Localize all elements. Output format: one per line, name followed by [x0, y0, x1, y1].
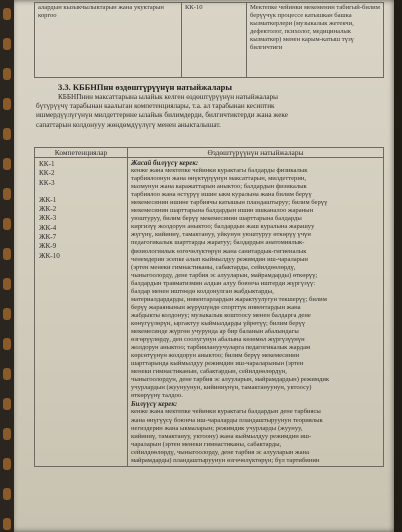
- binding-ring: [3, 188, 11, 200]
- text-line: педагогикалык шарттарды жаратуу; балдардын анатомиялык-: [131, 239, 305, 247]
- text-line: физиологиялык өзгөчөлүктөрүн жана санитардык-гигиеналык: [131, 247, 307, 255]
- competency-code: ЖК-2: [39, 205, 57, 214]
- text-line: кенже жана мектепке чейинки курактагы балдарды физикалык: [131, 167, 308, 175]
- binding-ring: [3, 218, 11, 230]
- text-line: мекемесинде жүргөн учурунда ар бир баланын абалындагы: [131, 327, 299, 335]
- skills-text: [131, 408, 380, 464]
- binding-ring: [3, 248, 11, 260]
- binding-ring: [3, 158, 11, 170]
- text-line: жабдыкты колдонуу; музыкалык коштоосу менен балдарга дене: [131, 311, 311, 319]
- competency-table-continued: [34, 2, 384, 78]
- text-line: шарттарында кыймылдуу режимдин иш-чараларынын (эртен: [131, 360, 304, 368]
- text-line: мазмунун жана каражаттарын аныктоо; балдардын физикалык: [131, 183, 307, 191]
- binding-ring: [3, 488, 11, 500]
- text-line: учурлардын (жуунуунун, кийиниүнүн, тамактануунун, уктоосу): [131, 384, 312, 392]
- text-line: өзгөрүүлөрдү, ден соолугунун абалына көзөмөл жүргүзүүнүн: [131, 336, 305, 344]
- binding-ring: [3, 398, 11, 410]
- text-line: жүгүнү, кийиниү, тамактануу, уйкунун уюштуруу өткөрүү үчүн: [131, 231, 311, 239]
- learning-outcomes-table: [34, 147, 384, 467]
- binding-ring: [3, 368, 11, 380]
- binding-ring: [3, 308, 11, 320]
- know-title: Жасай билүүсү керек:: [131, 159, 199, 167]
- text-line: (эртен менеки гимнастиканы, сабактарды, сейилдөөлөрдү,: [131, 263, 296, 271]
- table-cell-code: КК-10: [182, 3, 247, 78]
- binding-ring: [3, 338, 11, 350]
- table-header-row: [35, 148, 384, 158]
- binding-ring: [3, 98, 11, 110]
- competency-code: КК-2: [39, 169, 55, 178]
- text-line: сапаттарын колдонууу жөндөмдүүлүгү менен аныкталышат.: [36, 120, 221, 129]
- text-line: киргизүү жолдорун аныктоо; балдардын жаш куралына жарашуу: [131, 223, 315, 231]
- competency-code: ЖК-4: [39, 223, 57, 232]
- binding-ring: [3, 128, 11, 140]
- text-line: мекемесинин ишине тарбиячы катышын пландаштыруу; билим берүү: [131, 199, 328, 207]
- binding-ring: [3, 278, 11, 290]
- text-line: чыныгоолорду, дене тарбия эс алууларын, майрамдарды) өткөрүү;: [131, 271, 318, 279]
- text-line: бүтүрүүчү тарабынан каалыган компетенциялары, т.а. ал тарабынан кесиптик: [36, 102, 275, 111]
- binding-ring: [3, 68, 11, 80]
- text-line: чыныгоолордун, дене тарбия эс алууларын, майрамдардын) режимдик: [131, 376, 330, 384]
- competency-code: ЖК-1: [39, 195, 57, 204]
- table-cell: алардын кызыкчылыктарын жана укуктарын коргоо: [35, 3, 182, 78]
- text-line: көнүгүүлөрүн, ыргактуу кыймылдарды үйрөтүү; билим берүү: [131, 319, 306, 327]
- binding-ring: [3, 8, 11, 20]
- intro-paragraph: [36, 93, 384, 130]
- text-line: ченемдерин эсепке алып кыймылдуу режимдин иш-чараларын: [131, 255, 308, 263]
- text-line: уюштуруу, билим берүү мекемесинин шарттарына балдарды: [131, 215, 302, 223]
- competency-code: КК-1: [39, 160, 55, 168]
- text-line: тарбиялоонун жана өнүктүрүүнүн максаттарын, милдеттерин,: [131, 175, 307, 183]
- text-line: жолдорун аныктоо; тарбиялануучуларга педагогикалык жардам: [131, 344, 311, 352]
- competency-code: ЖК-9: [39, 242, 57, 251]
- text-line: кенже жана мектепке чейинки курактагы балдардын дене тарбиясы: [131, 408, 321, 416]
- binding-ring: [3, 518, 11, 530]
- competency-code: ЖК-3: [39, 214, 57, 223]
- document-page: [12, 0, 394, 532]
- outcomes-cell: [128, 158, 384, 467]
- competency-codes-cell: [35, 158, 128, 467]
- know-text: [131, 167, 380, 400]
- text-line: негиздерин жана ыкмаларын; режимдик учурларды (жуунуу,: [131, 424, 303, 432]
- text-line: ишмердүүлүгүнүн милдеттерине ылайык билимдерди, билгичтиктерди жана жеке: [36, 111, 288, 120]
- text-line: майрамдарды) пландаштыруунун өзгөчөлүктөрүн; бүл тартибинин: [131, 456, 320, 464]
- text-line: кийиниү, тамактануу, уктоону) жана кыймылдуу режимдин иш-: [131, 432, 312, 440]
- spiral-binding: [0, 0, 14, 532]
- text-line: балдар менен иштөөдө колдонулган жабдыктарды,: [131, 287, 274, 295]
- text-line: тарбиялоо жана өстүрүү ишин ыкм куралына жана билим берүү: [131, 191, 312, 199]
- text-line: КББНПнин максаттарына ылайык келген өздөштүрүүнүн натыйжалары: [58, 93, 278, 101]
- binding-ring: [3, 458, 11, 470]
- table-cell: Мектепке чейинки мекеменин табигый-билим берүүчүк процессе катышкан башка кызматкерлери (музыкалык жетекчи, дефектолог, психолог, медициналык кызматкер) менен карым-катыш түзү билгичтиги: [247, 3, 384, 78]
- competency-code: ЖК-7: [39, 233, 57, 242]
- section-heading: 3.3. КББНПнн өздөштүрүүнүн натыйжалары: [58, 82, 232, 92]
- header-competencies: Компетенциялар: [35, 148, 128, 158]
- text-line: материалдардарды, инвентарлардын жарактуулугун текшерүү; билим: [131, 295, 327, 303]
- text-line: чараларын (эртен менеки гимнастиканы, сабактарды,: [131, 440, 282, 448]
- text-line: балдардын травматизмин алдын алуу боюнча иштерди жүргүзүү:: [131, 279, 316, 287]
- competency-code: КК-3: [39, 178, 55, 187]
- table-row: [35, 158, 384, 467]
- skills-title: Билүүсү керек:: [131, 400, 178, 409]
- text-line: менеки гимнастиканын, сабактардын, сейилдөөлөрдүн,: [131, 368, 287, 376]
- text-line: көрсөтүүнүн жолдорун аныктоо; билим берүү мекемесинин: [131, 352, 300, 360]
- binding-ring: [3, 428, 11, 440]
- text-line: берүү жараянынын жүрүшүндө спорттук инвентардын жана: [131, 303, 301, 311]
- table-row: [35, 3, 384, 78]
- text-line: жана өнүгүүсү боюнча иш-чараларды пландаштыруунун теориялык: [131, 416, 323, 424]
- text-line: сейилдөөлөрдү, чыныгоолорду, дене тарбия эс алууларын жана: [131, 448, 309, 456]
- header-outcomes: Өздөштүрүүнүн натыйжалары: [128, 148, 384, 158]
- text-line: өткөрүүнү талдоо.: [131, 392, 183, 400]
- text-line: мекемесинин шарттарына балдардын ишин ишканалоо жаранын: [131, 207, 314, 215]
- binding-ring: [3, 38, 11, 50]
- competency-code: ЖК-10: [39, 251, 60, 260]
